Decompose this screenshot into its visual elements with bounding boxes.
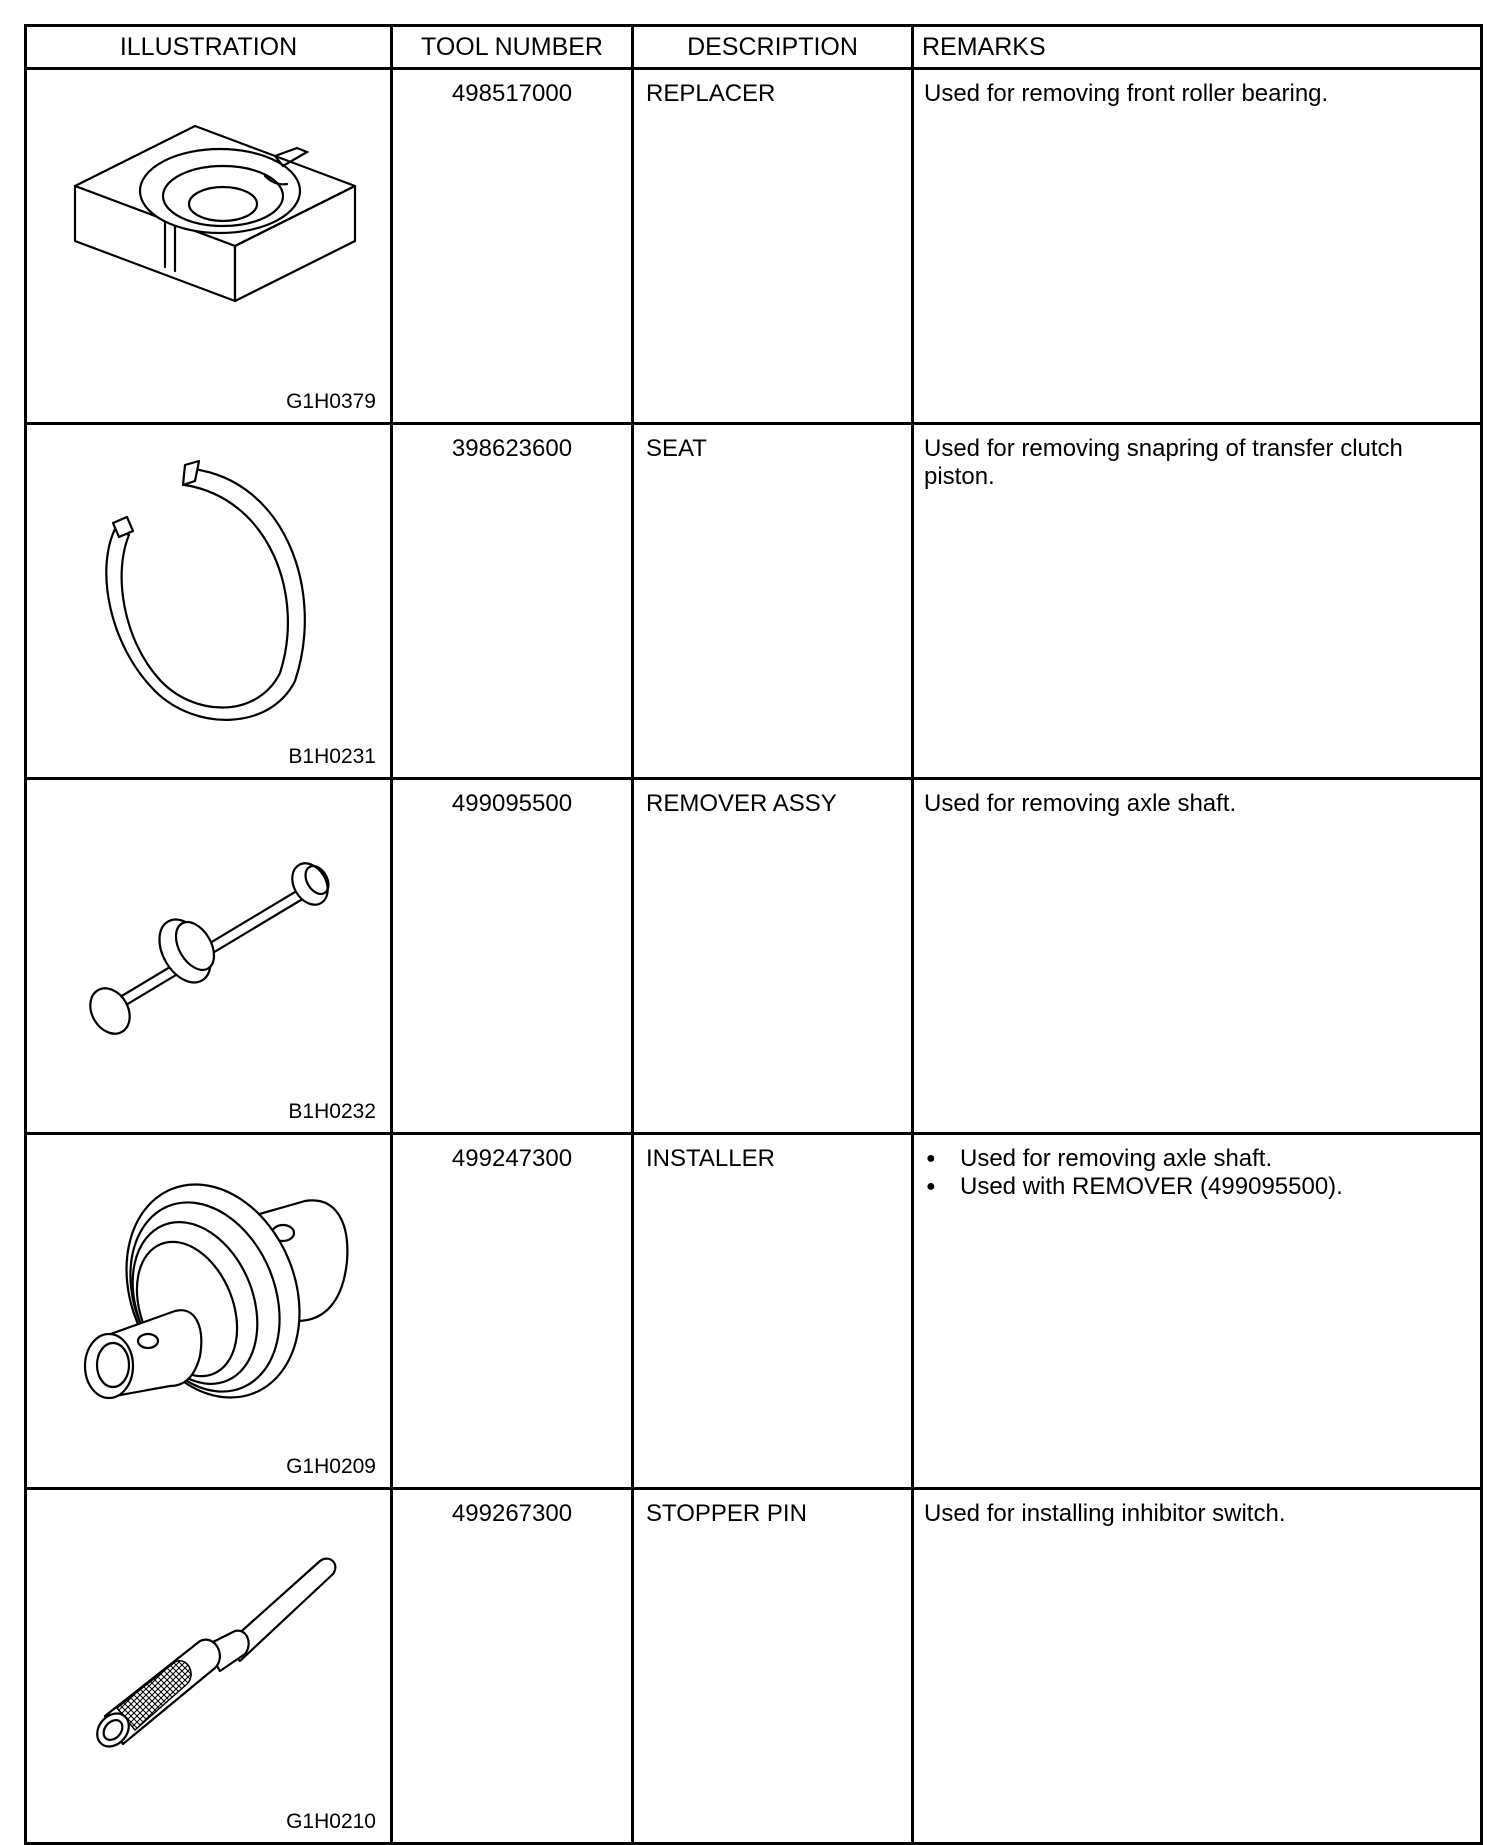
illustration-cell — [26, 424, 392, 779]
remarks-list — [924, 1145, 1470, 1201]
remark-text: ● Used for removing axle shaft. — [960, 1145, 1470, 1173]
table-row — [26, 1489, 1482, 1844]
table-row — [26, 69, 1482, 424]
figure-code: G1H0210 — [286, 1810, 376, 1833]
table-row — [26, 779, 1482, 1134]
header-remarks: REMARKS — [913, 26, 1482, 69]
tool-number: 398623600 — [392, 424, 633, 779]
table-row — [26, 424, 1482, 779]
tool-number: 499267300 — [392, 1489, 633, 1844]
remover-rod-icon — [35, 796, 385, 1086]
figure-code: G1H0209 — [286, 1455, 376, 1478]
remark-text: Used for installing inhibitor switch. — [924, 1500, 1286, 1527]
header-illustration: ILLUSTRATION — [26, 26, 392, 69]
remark-text: ● Used with REMOVER (499095500). — [960, 1173, 1470, 1201]
table-row — [26, 1134, 1482, 1489]
special-tools-table — [24, 24, 1483, 1845]
tool-number: 498517000 — [392, 69, 633, 424]
figure-code: B1H0232 — [288, 1100, 376, 1123]
header-tool-number: TOOL NUMBER — [392, 26, 633, 69]
figure-code: G1H0379 — [286, 390, 376, 413]
illustration-cell — [26, 69, 392, 424]
replacer-block-icon — [35, 86, 385, 376]
remark-text: Used for removing axle shaft. — [924, 790, 1237, 817]
tool-remarks — [913, 1134, 1482, 1489]
remark-text: Used for removing snapring of transfer clutch piston. — [924, 435, 1403, 490]
tool-description: SEAT — [633, 424, 913, 779]
tool-remarks — [913, 779, 1482, 1134]
tool-number: 499095500 — [392, 779, 633, 1134]
seat-ring-icon — [35, 441, 385, 731]
tool-description: REPLACER — [633, 69, 913, 424]
illustration-cell — [26, 1489, 392, 1844]
tool-description: INSTALLER — [633, 1134, 913, 1489]
tool-number: 499247300 — [392, 1134, 633, 1489]
tool-remarks — [913, 69, 1482, 424]
tool-description: REMOVER ASSY — [633, 779, 913, 1134]
tool-description: STOPPER PIN — [633, 1489, 913, 1844]
illustration-cell — [26, 1134, 392, 1489]
tool-remarks — [913, 424, 1482, 779]
stopper-pin-icon — [35, 1506, 385, 1796]
remark-text: Used for removing front roller bearing. — [924, 80, 1329, 107]
header-description: DESCRIPTION — [633, 26, 913, 69]
installer-hub-icon — [35, 1151, 385, 1441]
illustration-cell — [26, 779, 392, 1134]
tool-remarks — [913, 1489, 1482, 1844]
header-row — [26, 26, 1482, 69]
figure-code: B1H0231 — [288, 745, 376, 768]
